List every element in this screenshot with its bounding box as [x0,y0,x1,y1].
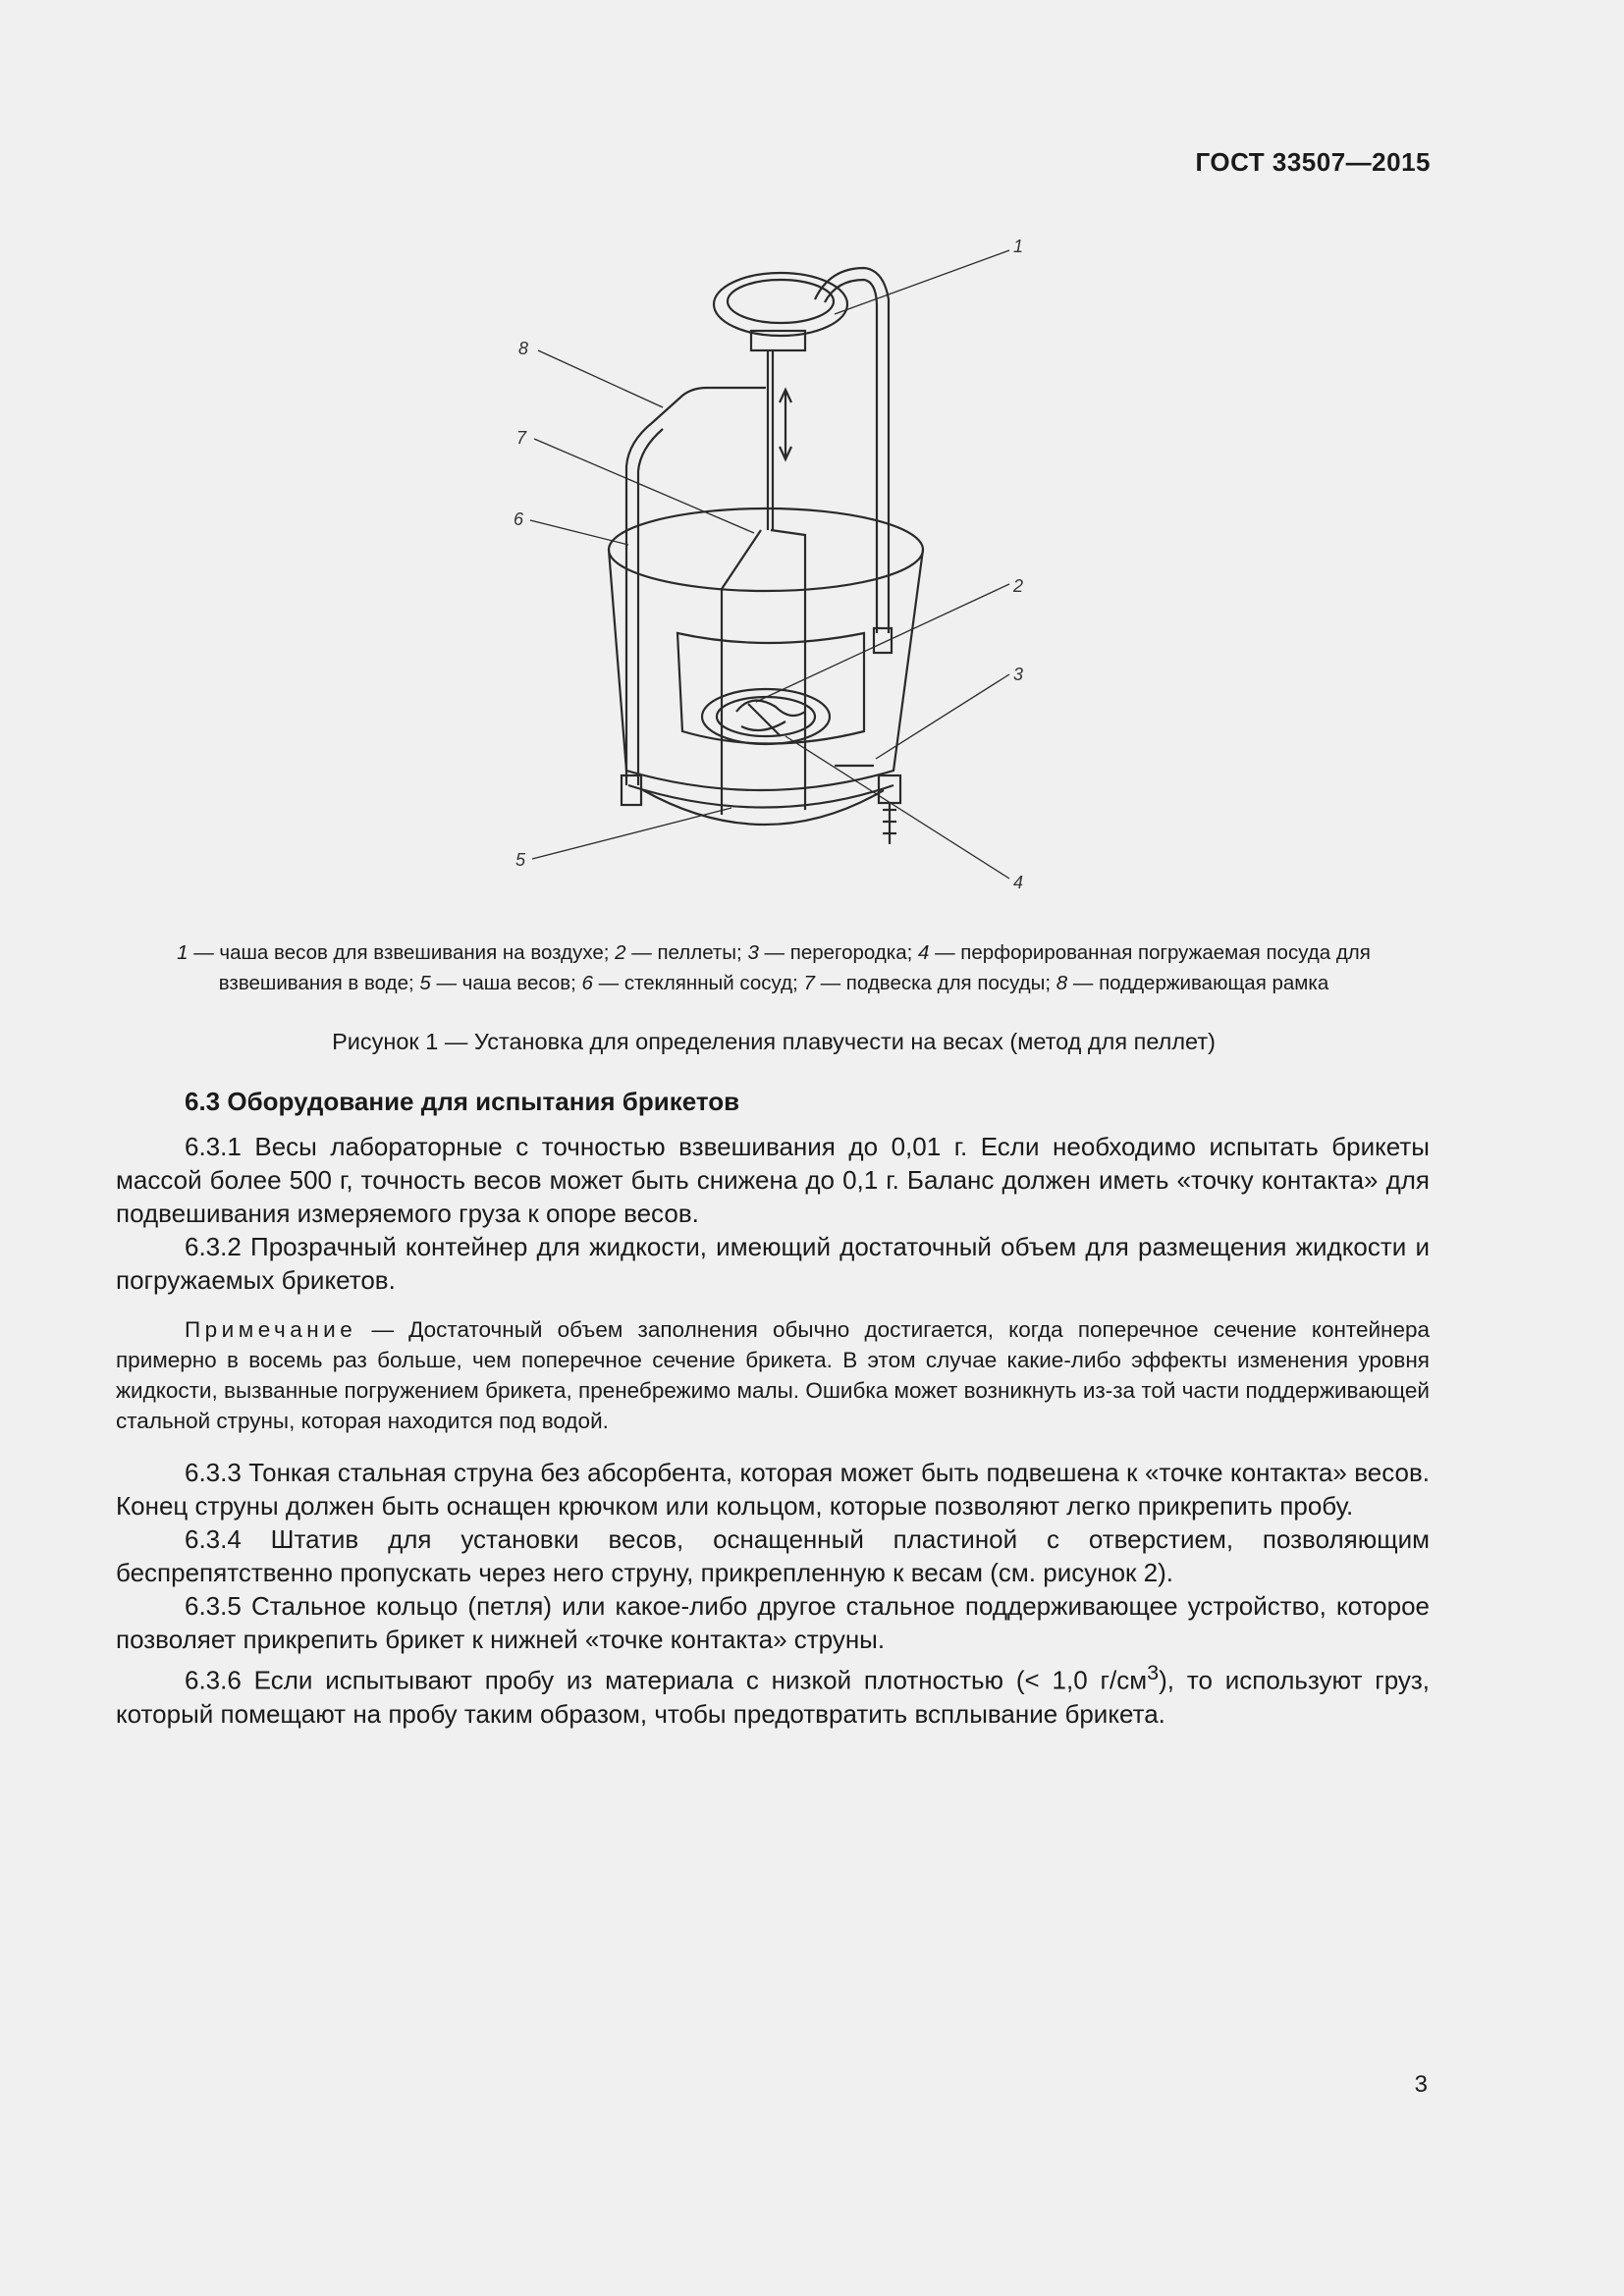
figure-legend [116,937,1432,998]
paragraph-6-3-4: 6.3.4 Штатив для установки весов, оснащенный пластиной с отверстием, позволяющим беспрепятственно пропускать через него струну, прикрепленную к весам (см. рисунок 2). [116,1524,1430,1587]
callout-5: 5 [515,850,526,870]
legend-num: 4 [918,941,930,964]
leader-8 [538,350,663,407]
page-number: 3 [1414,2071,1428,2098]
legend-num: 3 [747,941,759,964]
legend-text: — пеллеты; [625,941,748,964]
callout-3: 3 [1013,665,1024,684]
p6-text-after: ), то используют груз, который помещают на пробу таким образом, чтобы предотвратить всплывание брикета. [116,1665,1431,1729]
hanger-left [722,530,761,815]
legend-num: 7 [803,972,815,994]
leader-6 [530,520,628,545]
callout-8: 8 [518,339,529,358]
legend-text: — перегородка; [758,941,918,964]
pellets-1 [736,701,805,716]
figure-1-drawing [491,221,1060,898]
legend-text: — стеклянный сосуд; [592,972,804,994]
legend-text: — поддерживающая рамка [1067,972,1329,994]
section-title: 6.3 Оборудование для испытания брикетов [185,1087,740,1116]
figure-caption: Рисунок 1 — Установка для определения плавучести на весах (метод для пеллет) [332,1029,1216,1054]
support-frame-left-inner [638,429,663,785]
legend-num: 8 [1056,972,1068,994]
note-label: Примечание [185,1317,357,1342]
leader-4 [785,736,1009,879]
legend-num: 2 [615,941,626,964]
paragraph-6-3-2: 6.3.2 Прозрачный контейнер для жидкости, имеющий достаточный объем для размещения жидкости и погружаемых брикетов. [116,1232,1430,1295]
bottom-pan [628,785,893,808]
legend-text: — чаша весов; [430,972,582,994]
legend-line-2 [116,968,1432,998]
p6-superscript: 3 [1147,1660,1160,1684]
note-paragraph [116,1314,1430,1436]
legend-text: взвешивания в воде; [218,972,420,994]
hanger-right [771,530,805,810]
pellets-2 [741,721,785,730]
leader-1 [835,250,1009,314]
paragraph-6-3-5: 6.3.5 Стальное кольцо (петля) или какое-либо другое стальное поддерживающее устройство, которое позволяет прикрепить брикет к нижней «точке контакта» струны. [116,1591,1430,1654]
legend-line-1 [116,937,1432,968]
section-6-3 [116,1085,1430,1731]
upper-pan-inner [728,280,834,323]
callout-7: 7 [516,428,527,448]
leader-3 [876,674,1009,759]
paragraph-6-3-1: 6.3.1 Весы лабораторные с точностью взвешивания до 0,01 г. Если необходимо испытать брикеты массой более 500 г, точность весов может быть снижена до 0,1 г. Баланс должен иметь «точку контакта» для подвешивания измеряемого груза к опоре весов. [116,1132,1430,1228]
paragraph-6-3-6 [116,1656,1430,1731]
legend-text: — чаша весов для взвешивания на воздухе; [188,941,616,964]
upper-pan [714,273,847,336]
legend-num: 5 [419,972,431,994]
callout-1: 1 [1013,237,1024,256]
legend-num: 6 [581,972,593,994]
legend-text: — подвеска для посуды; [814,972,1056,994]
document-header: ГОСТ 33507—2015 [1195,147,1431,177]
pellets-3 [748,704,781,736]
note-text: — Достаточный объем заполнения обычно достигается, когда поперечное сечение контейнера примерно в восемь раз больше, чем поперечное сечение брикета. В этом случае какие-либо эффекты изменения уровня жидкости, вызванные погружением брикета, пренебрежимо малы. Ошибка может возникнуть из-за той части поддерживающей стальной струны, которая находится под водой. [116,1317,1430,1433]
callout-4: 4 [1013,873,1024,892]
leader-5 [532,808,731,859]
buoyancy-apparatus-diagram [491,221,1060,898]
legend-text: — перфорированная погружаемая посуда для [929,941,1371,964]
p6-text-before: 6.3.6 Если испытывают пробу из материала с низкой плотностью (< 1,0 г/см [185,1665,1148,1695]
callout-2: 2 [1013,576,1024,596]
paragraph-6-3-3: 6.3.3 Тонкая стальная струна без абсорбента, которая может быть подвешена к «точке контакта» весов. Конец струны должен быть оснащен крючком или кольцом, которые позволяют легко прикрепить пробу. [116,1458,1430,1521]
legend-num: 1 [177,941,189,964]
callout-6: 6 [514,509,524,529]
